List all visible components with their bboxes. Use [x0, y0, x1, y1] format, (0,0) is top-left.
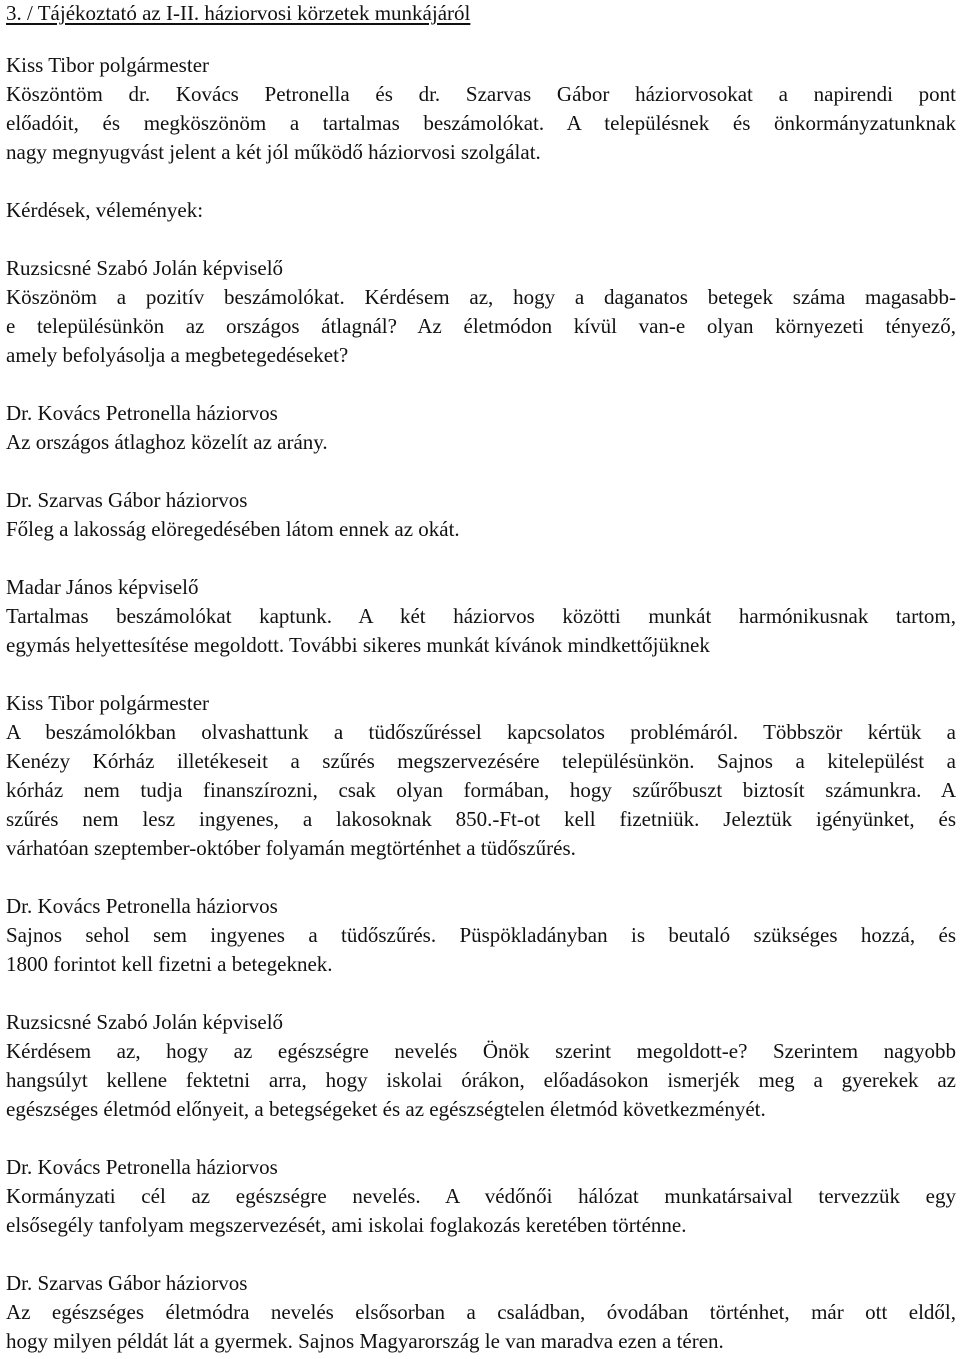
- speaker-statement: [6, 515, 956, 544]
- speaker-statement: [6, 428, 956, 457]
- minutes-entry: [6, 486, 956, 544]
- statement-line: A beszámolókban olvashattunk a tüdőszűréssel kapcsolatos problémáról. Többször kértük a: [6, 720, 956, 744]
- statement-line: Sajnos sehol sem ingyenes a tüdőszűrés. Püspökladányban is beutaló szükséges hozzá, és: [6, 923, 956, 947]
- minutes-entry: [6, 1008, 956, 1124]
- statement-line: hangsúlyt kellene fektetni arra, hogy iskolai órákon, előadásokon ismerjék meg a gyerekek az: [6, 1068, 956, 1092]
- statement-line: egészséges életmód előnyeit, a betegségeket és az egészségtelen életmód következményét.: [6, 1097, 766, 1121]
- minutes-entry: [6, 399, 956, 457]
- statement-line: Kormányzati cél az egészségre nevelés. A védőnői hálózat munkatársaival tervezzük egy: [6, 1184, 956, 1208]
- speaker-name: Ruzsicsné Szabó Jolán képviselő: [6, 1010, 284, 1034]
- spacer: [6, 225, 956, 254]
- speaker-name: Dr. Kovács Petronella háziorvos: [6, 1155, 278, 1179]
- minutes-body: [6, 51, 956, 1356]
- document-page: [6, 0, 956, 1356]
- speaker-statement: [6, 602, 956, 660]
- statement-line: Köszönöm a pozitív beszámolókat. Kérdésem az, hogy a daganatos betegek száma magasabb-: [6, 285, 956, 309]
- speaker-statement: [6, 80, 956, 167]
- statement-line: e településünkön az országos átlagnál? Az életmódon kívül van-e olyan környezeti tényező,: [6, 314, 956, 338]
- statement-line: Kenézy Kórház illetékeseit a szűrés megszervezésére településünkön. Sajnos a kitelepülést a: [6, 749, 956, 773]
- speaker-name: Madar János képviselő: [6, 575, 199, 599]
- speaker-statement: [6, 1298, 956, 1356]
- spacer: [6, 863, 956, 892]
- speaker-name: Kiss Tibor polgármester: [6, 691, 210, 715]
- statement-line: hogy milyen példát lát a gyermek. Sajnos Magyarország le van maradva ezen a téren.: [6, 1329, 724, 1353]
- speaker-name: Ruzsicsné Szabó Jolán képviselő: [6, 256, 284, 280]
- speaker-name: Dr. Szarvas Gábor háziorvos: [6, 488, 248, 512]
- statement-line: 1800 forintot kell fizetni a betegeknek.: [6, 952, 333, 976]
- statement-line: nagy megnyugvást jelent a két jól működő háziorvosi szolgálat.: [6, 140, 541, 164]
- spacer: [6, 660, 956, 689]
- statement-line: amely befolyásolja a megbetegedéseket?: [6, 343, 349, 367]
- section-title: Kérdések, vélemények:: [6, 198, 204, 222]
- minutes-entry: [6, 1153, 956, 1240]
- speaker-name: Kiss Tibor polgármester: [6, 53, 210, 77]
- spacer: [6, 979, 956, 1008]
- statement-line: Kérdésem az, hogy az egészségre nevelés Önök szerint megoldott-e? Szerintem nagyobb: [6, 1039, 956, 1063]
- spacer: [6, 167, 956, 196]
- statement-line: szűrés nem lesz ingyenes, a lakosoknak 850.-Ft-ot kell fizetniük. Jeleztük igényünket, és: [6, 807, 956, 831]
- spacer: [6, 1124, 956, 1153]
- minutes-entry: [6, 1269, 956, 1356]
- agenda-heading: 3. / Tájékoztató az I-II. háziorvosi körzetek munkájáról: [6, 1, 471, 25]
- minutes-entry: [6, 196, 956, 225]
- speaker-name: Dr. Kovács Petronella háziorvos: [6, 894, 278, 918]
- statement-line: elsősegély tanfolyam megszervezését, ami iskolai foglakozás keretében történne.: [6, 1213, 687, 1237]
- minutes-entry: [6, 254, 956, 370]
- statement-line: Köszöntöm dr. Kovács Petronella és dr. Szarvas Gábor háziorvosokat a napirendi pont: [6, 82, 956, 106]
- spacer: [6, 1240, 956, 1269]
- statement-line: kórház nem tudja finanszírozni, csak olyan formában, hogy szűrőbuszt biztosít számunkra. A: [6, 778, 956, 802]
- spacer: [6, 26, 956, 51]
- spacer: [6, 457, 956, 486]
- speaker-statement: [6, 718, 956, 863]
- spacer: [6, 544, 956, 573]
- speaker-statement: [6, 1182, 956, 1240]
- speaker-statement: [6, 921, 956, 979]
- minutes-entry: [6, 573, 956, 660]
- spacer: [6, 370, 956, 399]
- speaker-statement: [6, 283, 956, 370]
- speaker-statement: [6, 1037, 956, 1124]
- speaker-name: Dr. Kovács Petronella háziorvos: [6, 401, 278, 425]
- statement-line: Az országos átlaghoz közelít az arány.: [6, 430, 328, 454]
- statement-line: Főleg a lakosság elöregedésében látom ennek az okát.: [6, 517, 460, 541]
- minutes-entry: [6, 51, 956, 167]
- statement-line: várhatóan szeptember-október folyamán megtörténhet a tüdőszűrés.: [6, 836, 576, 860]
- statement-line: Az egészséges életmódra nevelés elsősorban a családban, óvodában történhet, már ott eldől,: [6, 1300, 956, 1324]
- statement-line: Tartalmas beszámolókat kaptunk. A két háziorvos közötti munkát harmónikusnak tartom,: [6, 604, 956, 628]
- statement-line: egymás helyettesítése megoldott. További sikeres munkát kívánok mindkettőjüknek: [6, 633, 710, 657]
- minutes-entry: [6, 689, 956, 863]
- statement-line: előadóit, és megköszönöm a tartalmas beszámolókat. A településnek és önkormányzatunknak: [6, 111, 956, 135]
- speaker-name: Dr. Szarvas Gábor háziorvos: [6, 1271, 248, 1295]
- minutes-entry: [6, 892, 956, 979]
